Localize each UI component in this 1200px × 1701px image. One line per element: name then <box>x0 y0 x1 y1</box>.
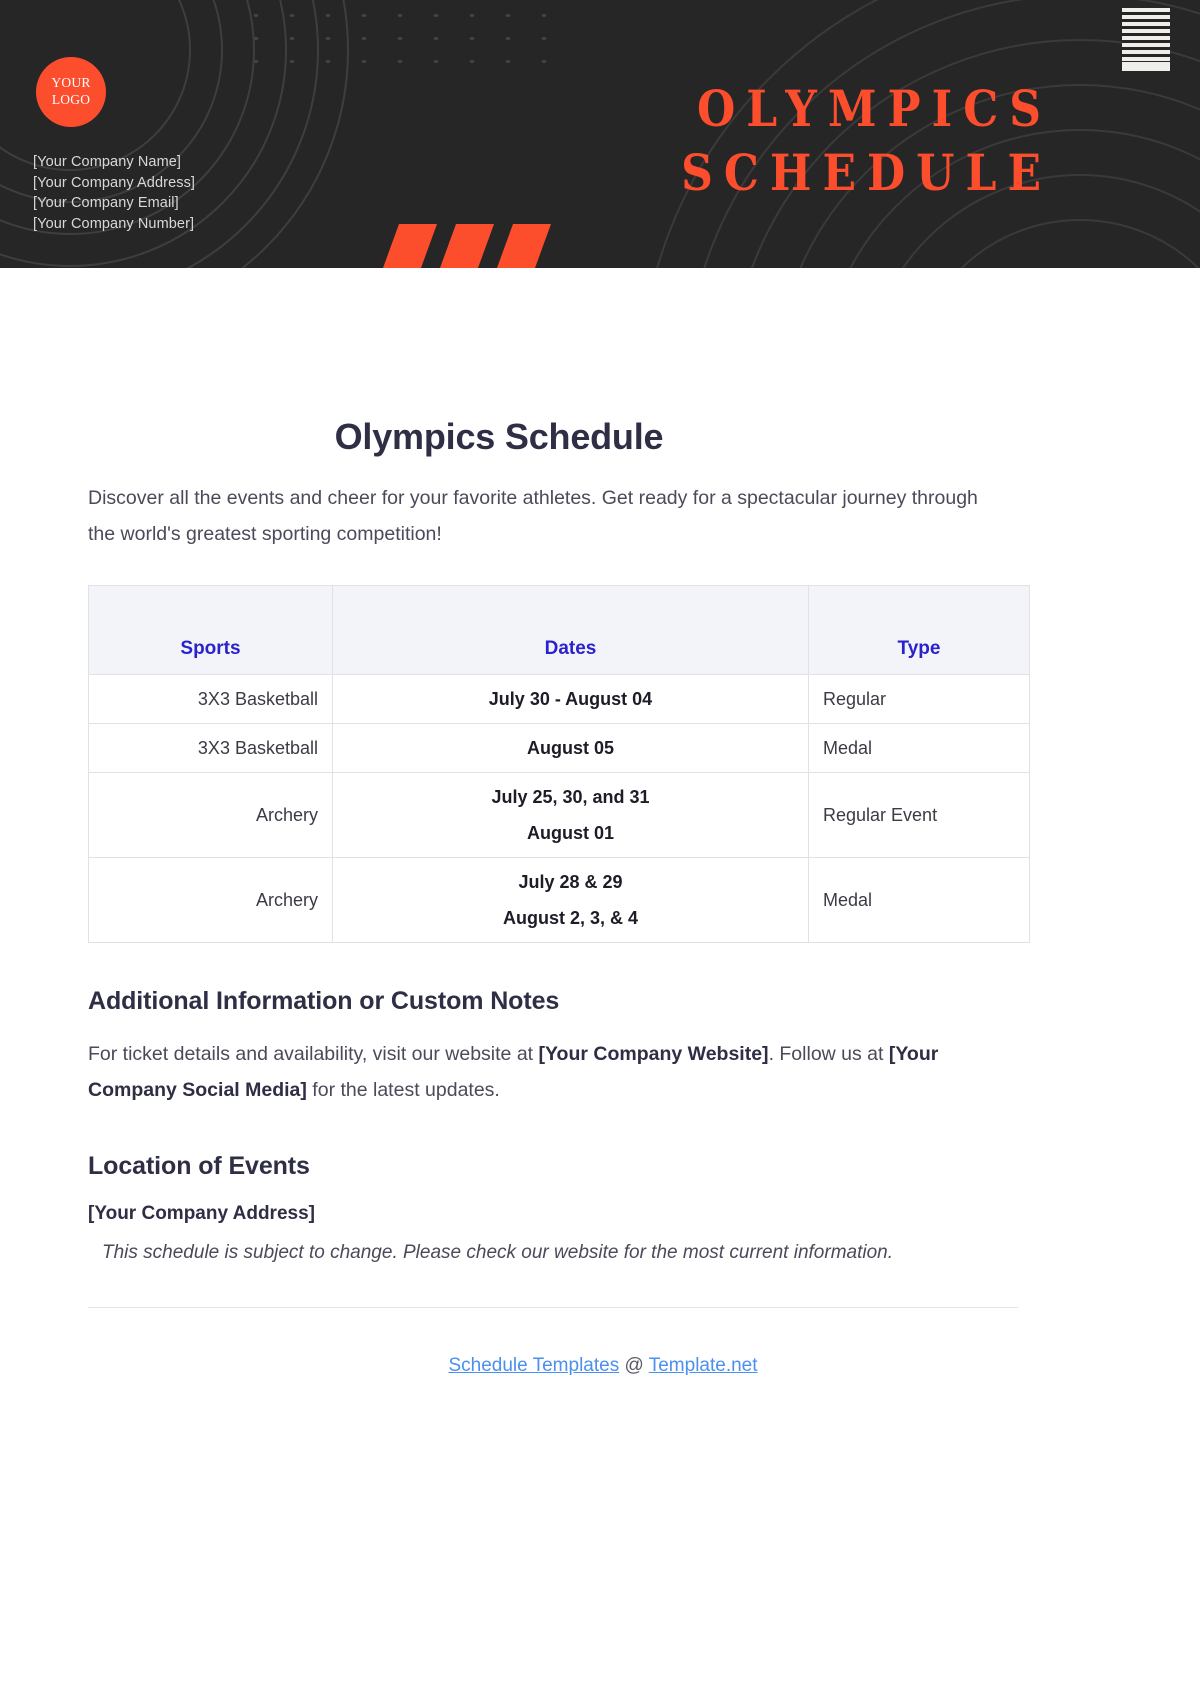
cell-dates-line-1: July 28 & 29 <box>518 872 623 892</box>
additional-info-text-3: for the latest updates. <box>306 1079 500 1101</box>
stripe-pattern-icon <box>1122 8 1170 71</box>
company-name: [Your Company Name] <box>33 154 182 170</box>
column-header-type: Type <box>809 586 1030 675</box>
intro-paragraph: Discover all the events and cheer for your favorite athletes. Get ready for a spectacular journey through the world's greatest sporting competition! <box>88 487 978 545</box>
slant-bar-3 <box>497 224 551 268</box>
template-net-link[interactable]: Template.net <box>648 1355 758 1376</box>
cell-dates <box>333 724 809 773</box>
schedule-templates-link[interactable]: Schedule Templates <box>448 1355 620 1376</box>
table-row <box>89 858 1030 943</box>
company-email: [Your Company Email] <box>33 195 179 211</box>
website-placeholder: [Your Company Website] <box>538 1043 769 1065</box>
cell-sport: Archery <box>89 858 333 943</box>
logo-placeholder <box>36 57 106 127</box>
banner-title-line-1: OLYMPICS <box>696 81 1052 139</box>
cell-dates <box>333 858 809 943</box>
schedule-disclaimer: This schedule is subject to change. Please check our website for the most current information. <box>102 1242 894 1263</box>
slant-bar-2 <box>440 224 494 268</box>
footer-separator: @ <box>624 1355 644 1376</box>
cell-type: Medal <box>809 858 1030 943</box>
column-header-dates: Dates <box>333 586 809 675</box>
banner-title-line-2: SCHEDULE <box>681 145 1052 203</box>
dot-pattern-icon <box>238 4 558 68</box>
cell-type: Regular Event <box>809 773 1030 858</box>
cell-sport: Archery <box>89 773 333 858</box>
company-info-block <box>33 152 195 234</box>
logo-line-2: LOGO <box>51 92 91 107</box>
table-body <box>89 675 1030 943</box>
cell-dates <box>333 773 809 858</box>
cell-dates-line-1: July 25, 30, and 31 <box>491 787 650 807</box>
additional-info-text-2: . Follow us at <box>768 1043 889 1065</box>
cell-dates <box>333 675 809 724</box>
additional-info-paragraph <box>88 1036 988 1108</box>
table-row <box>89 724 1030 773</box>
company-address: [Your Company Address] <box>33 174 196 191</box>
logo-line-1: YOUR <box>51 75 91 91</box>
table-row <box>89 675 1030 724</box>
cell-dates-line-1: August 05 <box>526 738 614 758</box>
cell-dates-line-2: August 2, 3, & 4 <box>502 908 639 928</box>
page-body <box>0 268 1200 1377</box>
footer <box>0 1355 1200 1377</box>
location-heading: Location of Events <box>88 1152 310 1180</box>
slanted-bars-decoration <box>385 224 555 268</box>
column-header-sports: Sports <box>89 586 333 675</box>
header-banner <box>0 0 1200 268</box>
banner-title <box>681 78 1052 206</box>
cell-dates-line-2: August 01 <box>526 823 614 843</box>
cell-type: Regular <box>809 675 1030 724</box>
slant-bar-1 <box>383 224 437 268</box>
cell-dates-line-1: July 30 - August 04 <box>488 689 653 709</box>
footer-divider <box>88 1307 1018 1308</box>
table-row <box>89 773 1030 858</box>
cell-sport: 3X3 Basketball <box>89 724 333 773</box>
table-header <box>89 586 1030 675</box>
table-header-row <box>89 586 1030 675</box>
schedule-table <box>88 585 1030 943</box>
additional-info-text-1: For ticket details and availability, visit our website at <box>88 1043 539 1065</box>
company-number: [Your Company Number] <box>33 215 195 232</box>
additional-info-heading: Additional Information or Custom Notes <box>88 987 560 1015</box>
cell-type: Medal <box>809 724 1030 773</box>
location-address: [Your Company Address] <box>88 1203 315 1224</box>
content-column <box>88 268 1018 1308</box>
page-title: Olympics Schedule <box>334 416 664 457</box>
social-media-placeholder: [Your Company Social Media] <box>88 1043 939 1101</box>
cell-sport: 3X3 Basketball <box>89 675 333 724</box>
